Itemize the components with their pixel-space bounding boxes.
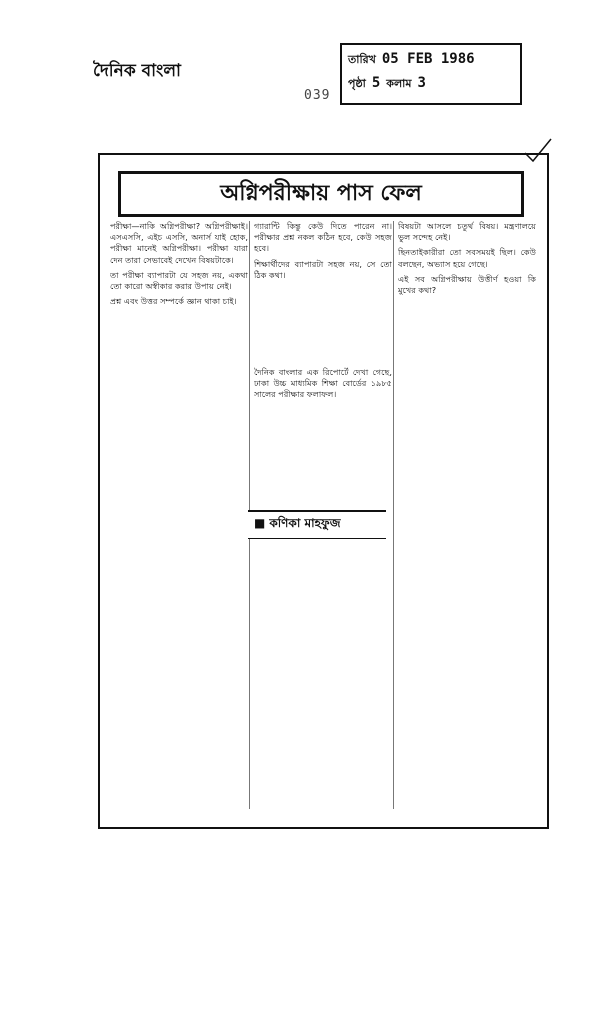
date-value: 05 FEB 1986: [381, 51, 475, 67]
checkmark-icon: [523, 137, 553, 165]
paragraph: এই সব অগ্নিপরীক্ষায় উত্তীর্ণ হওয়া কি মুখের কথা?: [398, 273, 536, 296]
paragraph: শিক্ষার্থীদের ব্যাপারটা সহজ নয়, সে তো ঠিক কথা।: [254, 258, 392, 280]
paragraph: বিষয়টা আসলে চতুর্থ বিষয়। মন্ত্রণালয়ে ভুল সন্দেহ নেই।: [398, 221, 536, 243]
byline: [248, 510, 386, 539]
paragraph: তা পরীক্ষা ব্যাপারটা যে সহজ নয়, একথা তো কারো অস্বীকার করার উপায় নেই।: [110, 269, 248, 292]
newspaper-clipping: [98, 153, 549, 829]
article-column-3: [398, 221, 536, 811]
paragraph: প্রশ্ন এবং উত্তর সম্পর্কে জ্ঞান থাকা চাই।: [110, 296, 237, 307]
page-number: 039: [304, 88, 331, 103]
column-value: 3: [417, 75, 426, 91]
column-label: কলাম: [386, 77, 412, 90]
page-label: পৃষ্ঠা: [348, 77, 366, 90]
page-value: 5: [371, 75, 381, 91]
paragraph: পরীক্ষা—নাকি অগ্নিপরীক্ষা? অগ্নিপরীক্ষাই। এসএসসি, এইচ এসসি, অনার্স যাই হোক, পরীক্ষা মানেই অগ্নিপরীক্ষা। পরীক্ষা যারা দেন তারা সেভাবেই দেখেন বিষয়টাকে।: [110, 221, 248, 265]
column-divider: [393, 221, 394, 809]
date-label: তারিখ: [348, 53, 376, 66]
paragraph: ছিনতাইকারীরা তো সবসময়ই ছিল। কেউ বলছেন, অভ্যাস হয়ে গেছে।: [398, 247, 536, 269]
byline-name: কণিকা মাহফুজ: [269, 516, 341, 530]
article-column-1: [110, 221, 248, 811]
headline: অগ্নিপরীক্ষায় পাস ফেল: [118, 171, 524, 217]
masthead: দৈনিক বাংলা: [93, 61, 181, 81]
date-stamp: [340, 43, 522, 105]
byline-marker: ■: [254, 516, 266, 530]
paragraph: দৈনিক বাংলার এক রিপোর্টে দেখা গেছে, ঢাকা উচ্চ মাধ্যমিক শিক্ষা বোর্ডের ১৯৮৫ সালের পরীক্ষার ফলাফল।: [254, 367, 392, 400]
paragraph: গ্যারান্টি কিন্তু কেউ দিতে পারেন না। পরীক্ষার প্রশ্ন নকল কঠিন হবে, কেউ সহজ হবে।: [254, 221, 392, 254]
